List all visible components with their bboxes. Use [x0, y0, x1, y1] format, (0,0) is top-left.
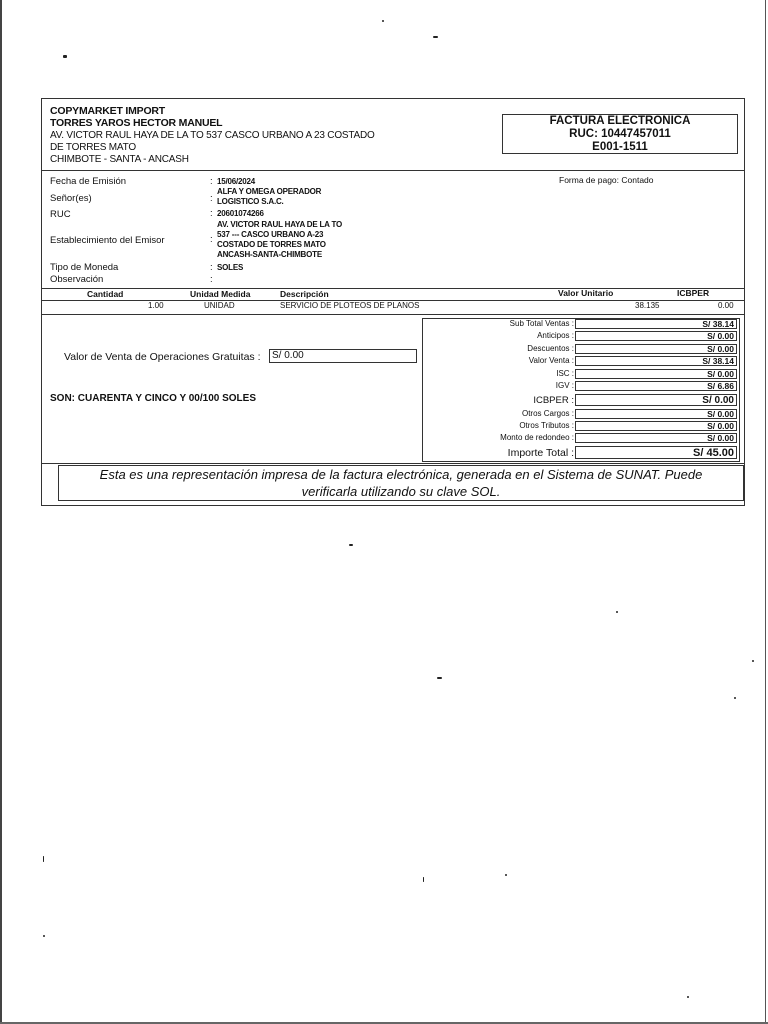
establecimiento-value-line1: AV. VICTOR RAUL HAYA DE LA TO	[217, 220, 343, 229]
moneda-value: SOLES	[217, 263, 244, 272]
row-valor-unitario: 38.135	[635, 301, 660, 310]
totals-box-bottom	[422, 461, 740, 462]
emitter-address-line2: DE TORRES MATO	[50, 142, 136, 153]
igv-value: S/ 6.86	[575, 381, 737, 391]
descuentos-value: S/ 0.00	[575, 344, 737, 354]
scan-left-edge	[0, 0, 2, 1024]
establecimiento-value-line4: ANCASH-SANTA-CHIMBOTE	[217, 250, 322, 259]
ruc-colon: :	[210, 208, 213, 219]
valor-venta-value: S/ 38.14	[575, 356, 737, 366]
document-type: FACTURA ELECTRONICA	[549, 115, 691, 127]
totals-box-left	[422, 318, 423, 461]
scan-speck	[63, 55, 67, 58]
document-number: E001-1511	[592, 141, 648, 153]
anticipos-value: S/ 0.00	[575, 331, 737, 341]
gratuitas-value-box: S/ 0.00	[269, 349, 417, 363]
document-ruc: RUC: 10447457011	[569, 128, 671, 140]
fecha-colon: :	[210, 176, 213, 187]
subtotal-label: Sub Total Ventas :	[509, 319, 574, 328]
otros-tributos-label: Otros Tributos :	[519, 421, 574, 430]
senor-value-line1: ALFA Y OMEGA OPERADOR	[217, 187, 322, 196]
moneda-colon: :	[210, 262, 213, 273]
otros-cargos-value: S/ 0.00	[575, 409, 737, 419]
redondeo-value: S/ 0.00	[575, 433, 737, 443]
col-header-descripcion: Descripción	[280, 289, 329, 299]
icbper-value: S/ 0.00	[575, 394, 737, 406]
scan-speck	[687, 996, 689, 998]
header-divider	[42, 170, 744, 171]
scan-speck	[505, 874, 507, 876]
col-header-unidad: Unidad Medida	[190, 289, 251, 299]
scan-speck	[433, 36, 438, 38]
table-bottom-line	[42, 314, 744, 315]
otros-tributos-value: S/ 0.00	[575, 421, 737, 431]
otros-cargos-label: Otros Cargos :	[521, 409, 574, 418]
redondeo-label: Monto de redondeo :	[500, 433, 574, 442]
amount-in-words: SON: CUARENTA Y CINCO Y 00/100 SOLES	[50, 393, 256, 404]
senor-colon: :	[210, 193, 213, 204]
document-id-box	[502, 114, 738, 154]
observacion-label: Observación	[50, 274, 104, 285]
table-top-line	[42, 288, 744, 289]
emitter-address-line1: AV. VICTOR RAUL HAYA DE LA TO 537 CASCO URBANO A 23 COSTADO	[50, 130, 375, 141]
subtotal-value: S/ 38.14	[575, 319, 737, 329]
establecimiento-value-line2: 537 --- CASCO URBANO A-23	[217, 230, 324, 239]
col-header-icbper: ICBPER	[677, 288, 710, 298]
sunat-notice-line2: verificarla utilizando su clave SOL.	[301, 484, 501, 499]
scan-speck	[734, 697, 736, 699]
emitter-location: CHIMBOTE - SANTA - ANCASH	[50, 154, 189, 165]
ruc-label: RUC	[50, 209, 71, 220]
gratuitas-label: Valor de Venta de Operaciones Gratuitas :	[64, 351, 261, 363]
igv-label: IGV :	[555, 381, 574, 390]
sunat-notice-line1: Esta es una representación impresa de la factura electrónica, generada en el Sistema de SUNAT. Puede	[99, 467, 703, 482]
ruc-value: 20601074266	[217, 209, 264, 218]
icbper-label: ICBPER :	[533, 395, 574, 406]
anticipos-label: Anticipos :	[537, 331, 574, 340]
scan-speck	[752, 660, 754, 662]
isc-label: ISC :	[556, 369, 574, 378]
scan-speck	[382, 20, 384, 22]
sunat-notice	[58, 465, 744, 501]
establecimiento-label: Establecimiento del Emisor	[50, 235, 165, 246]
forma-pago: Forma de pago: Contado	[559, 175, 654, 185]
fecha-label: Fecha de Emisión	[50, 176, 127, 187]
descuentos-label: Descuentos :	[527, 344, 574, 353]
scan-speck	[423, 877, 424, 882]
isc-value: S/ 0.00	[575, 369, 737, 379]
emitter-company: COPYMARKET IMPORT	[50, 105, 166, 117]
row-unidad: UNIDAD	[204, 301, 235, 310]
col-header-cantidad: Cantidad	[87, 289, 124, 299]
row-icbper: 0.00	[718, 301, 734, 310]
establecimiento-value-line3: COSTADO DE TORRES MATO	[217, 240, 326, 249]
invoice	[41, 98, 745, 506]
fecha-value: 15/06/2024	[217, 177, 256, 186]
importe-total-label: Importe Total :	[507, 447, 574, 459]
scan-right-edge	[765, 0, 766, 1024]
row-descripcion: SERVICIO DE PLOTEOS DE PLANOS	[280, 301, 420, 310]
scan-speck	[43, 935, 45, 937]
scan-speck	[43, 856, 44, 862]
totals-box-right	[739, 318, 740, 461]
scan-speck	[616, 611, 618, 613]
valor-venta-label: Valor Venta :	[528, 356, 574, 365]
importe-total-value: S/ 45.00	[575, 446, 737, 459]
row-cantidad: 1.00	[148, 301, 164, 310]
observacion-colon: :	[210, 274, 213, 285]
scan-speck	[349, 544, 353, 546]
moneda-label: Tipo de Moneda	[50, 262, 119, 273]
col-header-valor-unitario: Valor Unitario	[558, 288, 614, 298]
senor-value-line2: LOGISTICO S.A.C.	[217, 197, 284, 206]
establecimiento-colon: :	[210, 234, 213, 245]
footer-top-line	[42, 463, 744, 464]
senor-label: Señor(es)	[50, 193, 92, 204]
emitter-name: TORRES YAROS HECTOR MANUEL	[50, 117, 223, 129]
scan-speck	[437, 677, 442, 679]
